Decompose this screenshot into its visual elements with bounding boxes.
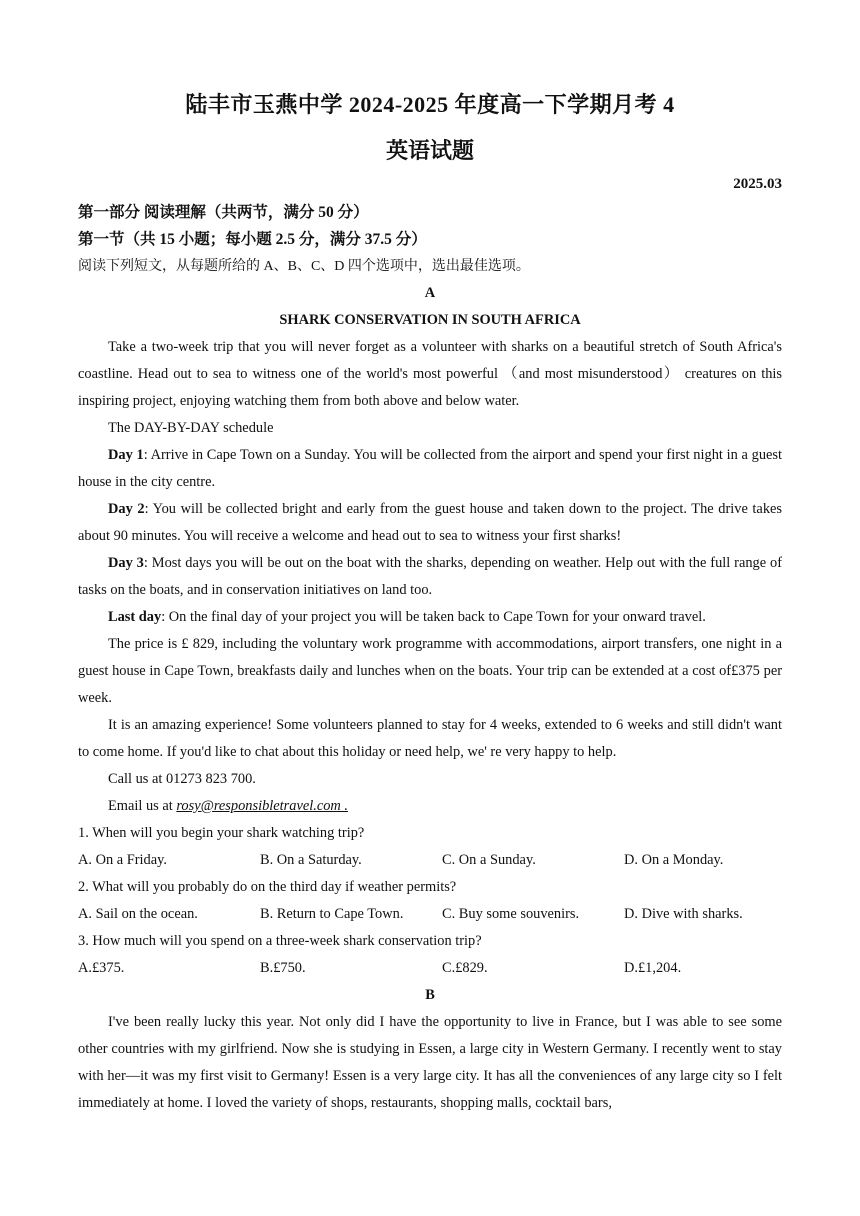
option-c: C. On a Sunday. xyxy=(442,852,536,868)
day-text: : You will be collected bright and early from the guest house and taken down to the project. The drive takes about 90 minutes. You will receive a welcome and head out to sea to witness your first sharks! xyxy=(78,501,783,544)
email-prefix: Email us at xyxy=(108,798,177,814)
option-a: A.£375. xyxy=(78,960,125,976)
day-label: Last day xyxy=(108,609,162,625)
call-line: Call us at 01273 823 700. xyxy=(108,771,256,787)
day-text: : Arrive in Cape Town on a Sunday. You will be collected from the airport and spend your first night in a guest house in the city centre. xyxy=(78,447,782,490)
schedule-last-day xyxy=(78,604,782,631)
email-line xyxy=(78,793,782,820)
email-link[interactable]: rosy@responsibletravel.com . xyxy=(176,798,348,814)
question-stem: 2. What will you probably do on the third day if weather permits? xyxy=(78,879,457,895)
day-label: Day 3 xyxy=(108,555,144,571)
passage-a-title: SHARK CONSERVATION IN SOUTH AFRICA xyxy=(279,312,581,328)
passage-a-letter: A xyxy=(424,285,436,301)
schedule-day-2 xyxy=(78,496,782,550)
option-c: C. Buy some souvenirs. xyxy=(442,906,580,922)
exam-content xyxy=(78,199,782,1117)
question-stem: 3. How much will you spend on a three-week shark conservation trip? xyxy=(78,933,482,949)
price-paragraph: The price is £ 829, including the voluntary work programme with accommodations, airport transfers, one night in a guest house in Cape Town, breakfasts daily and lunches when on the boats. Your trip can be extended at a cost of£375 per week. xyxy=(78,636,782,706)
schedule-day-3 xyxy=(78,550,782,604)
exam-subtitle: 英语试题 xyxy=(385,138,474,163)
schedule-heading: The DAY-BY-DAY schedule xyxy=(108,420,274,436)
option-d: D. Dive with sharks. xyxy=(624,906,743,922)
option-d: D. On a Monday. xyxy=(624,852,724,868)
exam-date: 2025.03 xyxy=(733,176,782,192)
section-heading: 第一节（共 15 小题；每小题 2.5 分，满分 37.5 分） xyxy=(78,231,427,248)
day-text: : On the final day of your project you will be taken back to Cape Town for your onward travel. xyxy=(161,609,706,625)
instructions: 阅读下列短文，从每题所给的 A、B、C、D 四个选项中，选出最佳选项。 xyxy=(78,259,530,274)
option-b: B. On a Saturday. xyxy=(260,852,362,868)
option-a: A. On a Friday. xyxy=(78,852,167,868)
part-heading: 第一部分 阅读理解（共两节，满分 50 分） xyxy=(78,204,369,221)
day-text: : Most days you will be out on the boat with the sharks, depending on weather. Help out with the full range of tasks on the boats, and in conservation initiatives on land too. xyxy=(78,555,782,598)
option-d: D.£1,204. xyxy=(624,960,682,976)
passage-b-text: I've been really lucky this year. Not only did I have the opportunity to live in France, but I was able to see some other countries with my girlfriend. Now she is studying in Essen, a large city in Western Germany. I recently went to stay with her—it was my first visit to Germany! Essen is a very large city. It has all the conveniences of any large city so I felt immediately at home. I loved the variety of shops, restaurants, shopping malls, cocktail bars, xyxy=(78,1014,782,1111)
passage-b-letter: B xyxy=(425,987,435,1003)
experience-paragraph: It is an amazing experience! Some volunteers planned to stay for 4 weeks, extended to 6 weeks and still didn't want to come home. If you'd like to chat about this holiday or need help, we' re very happy to help. xyxy=(78,717,782,760)
option-b: B. Return to Cape Town. xyxy=(260,906,404,922)
option-c: C.£829. xyxy=(442,960,488,976)
question-options xyxy=(78,847,782,874)
option-b: B.£750. xyxy=(260,960,306,976)
question-options xyxy=(78,955,782,982)
day-label: Day 1 xyxy=(108,447,144,463)
schedule-day-1 xyxy=(78,442,782,496)
question-stem: 1. When will you begin your shark watching trip? xyxy=(78,825,365,841)
day-label: Day 2 xyxy=(108,501,145,517)
exam-title: 陆丰市玉燕中学 2024-2025 年度高一下学期月考 4 xyxy=(185,92,675,117)
option-a: A. Sail on the ocean. xyxy=(78,906,198,922)
passage-a-intro: Take a two-week trip that you will never forget as a volunteer with sharks on a beautiful stretch of South Africa's coastline. Head out to sea to witness one of the world's most powerful （and most misunderstood） creatures on this inspiring project, enjoying watching them from both above and below water. xyxy=(78,339,782,409)
question-options xyxy=(78,901,782,928)
